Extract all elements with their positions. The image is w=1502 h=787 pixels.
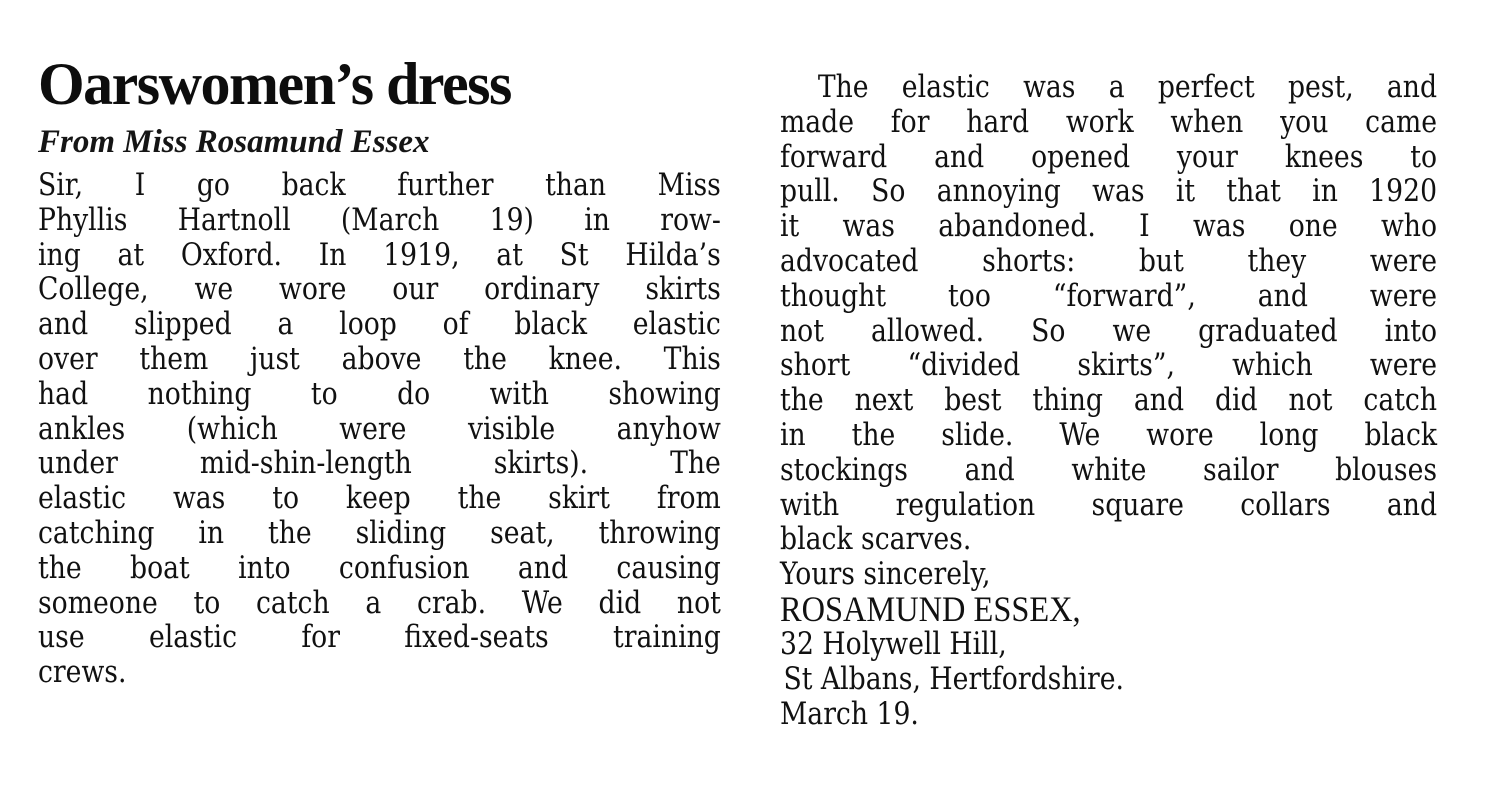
text-line: black scarves. [780, 521, 972, 558]
text-line: pull. So annoying was it that in 1920 [780, 173, 1438, 210]
letter-left-column [26, 48, 736, 724]
text-line: with regulation square collars and [780, 486, 1438, 523]
body-text-right [780, 70, 1502, 732]
text-line: Phyllis Hartnoll (March 19) in row- [38, 201, 721, 238]
signature-name: ROSAMUND ESSEX, [780, 589, 1081, 630]
text-line: it was abandoned. I was one who [780, 208, 1438, 245]
address-line-2: St Albans, Hertfordshire. [783, 661, 1125, 698]
text-line: made for hard work when you came [780, 103, 1438, 140]
text-line: College, we wore our ordinary skirts [38, 271, 721, 308]
letter-date: March 19. [780, 696, 919, 733]
text-line: stockings and white sailor blouses [780, 451, 1438, 488]
text-line: thought too “forward”, and were [780, 277, 1438, 314]
text-line: catching in the sliding seat, throwing [38, 514, 721, 551]
body-text-left [38, 168, 832, 690]
text-line: ing at Oxford. In 1919, at St Hilda’s [38, 236, 721, 273]
text-line: short “divided skirts”, which were [780, 347, 1438, 384]
text-line: under mid-shin-length skirts). The [38, 445, 721, 482]
text-line: the boat into confusion and causing [38, 549, 721, 586]
byline: From Miss Rosamund Essex [38, 124, 430, 160]
letter-right-column [768, 62, 1450, 762]
text-line: The elastic was a perfect pest, and [817, 69, 1438, 105]
text-line: crews. [38, 654, 127, 691]
text-line: and slipped a loop of black elastic [38, 306, 721, 343]
text-line: had nothing to do with showing [38, 375, 721, 412]
closing: Yours sincerely, [780, 556, 991, 593]
text-line: not allowed. So we graduated into [780, 312, 1438, 349]
text-line: elastic was to keep the skirt from [38, 480, 721, 517]
text-line: the next best thing and did not catch [780, 382, 1438, 419]
text-line: Sir, I go back further than Miss [38, 167, 721, 203]
signoff [780, 557, 1502, 732]
text-line: use elastic for fixed-seats training [38, 619, 721, 656]
address-line-1: 32 Holywell Hill, [780, 626, 1007, 663]
text-line: advocated shorts: but they were [780, 242, 1438, 279]
text-line: in the slide. We wore long black [780, 416, 1438, 453]
text-line: over them just above the knee. This [38, 340, 721, 377]
text-line: forward and opened your knees to [780, 138, 1438, 175]
headline: Oarswomen’s dress [38, 51, 511, 117]
text-line: someone to catch a crab. We did not [38, 584, 721, 621]
text-line: ankles (which were visible anyhow [38, 410, 721, 447]
